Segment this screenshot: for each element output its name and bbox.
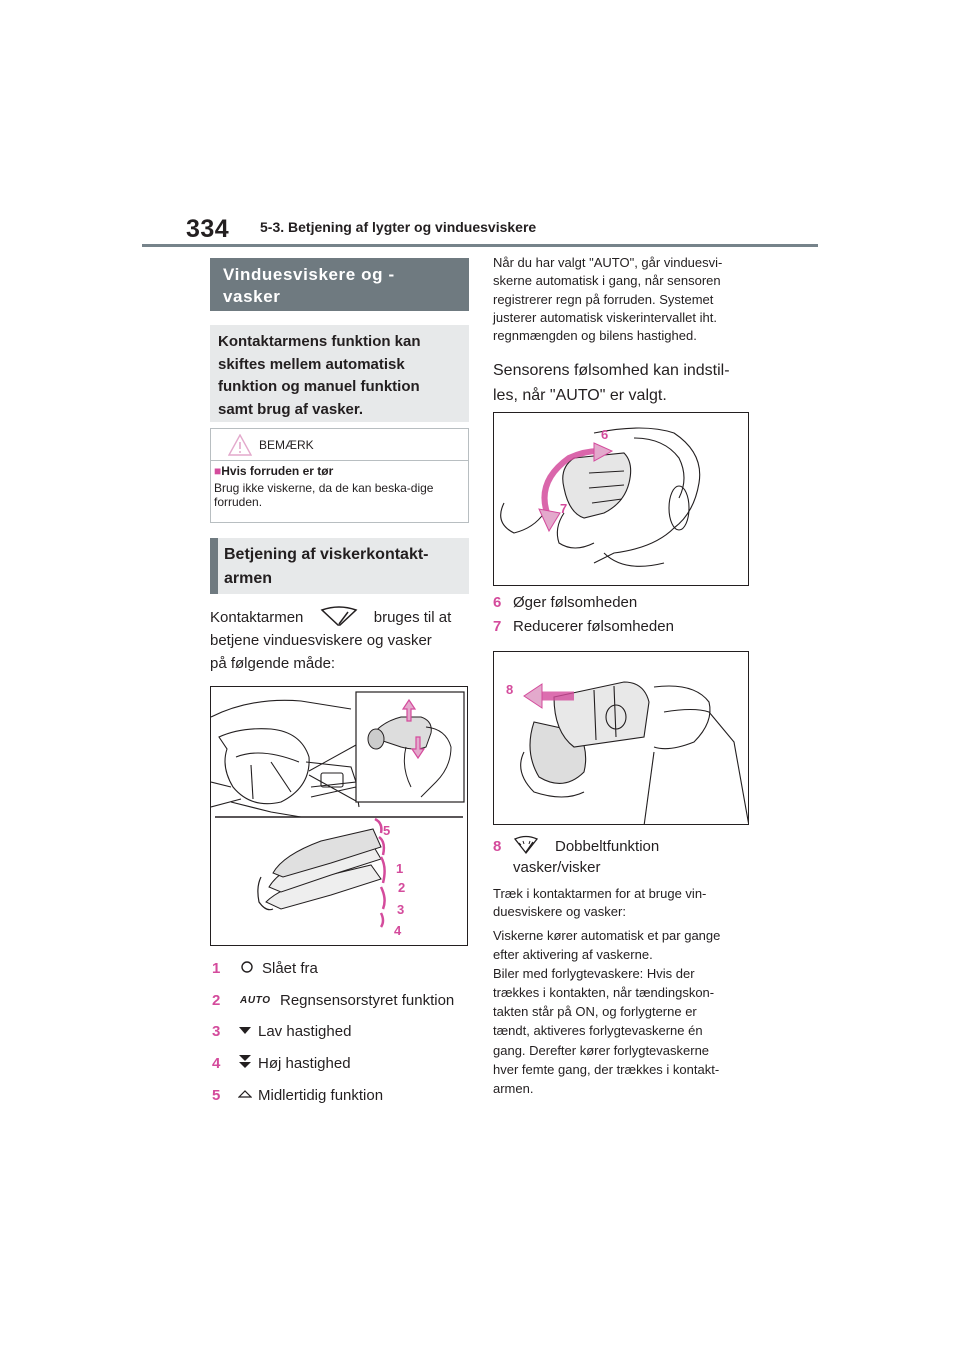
list-item-3-text: Lav hastighed xyxy=(258,1023,352,1040)
auto-paragraph xyxy=(493,254,722,345)
sensitivity-illustration xyxy=(494,413,749,586)
section-title: 5-3. Betjening af lygter og vinduesviskere xyxy=(260,219,537,235)
list-item-2 xyxy=(212,990,454,1011)
pull-paragraph-line: duesviskere og vasker: xyxy=(493,904,626,920)
list-item-4-text: Høj hastighed xyxy=(258,1055,351,1072)
list2-item-6-text: Øger følsomheden xyxy=(513,594,638,611)
callout-3: 3 xyxy=(397,902,405,917)
square-bullet-icon: ■ xyxy=(214,464,222,478)
notice-title: BEMÆRK xyxy=(259,438,314,452)
list-item-2-text: Regnsensorstyret funktion xyxy=(280,992,455,1009)
list-item-1-text: Slået fra xyxy=(262,960,318,977)
washer-icon xyxy=(513,835,539,855)
auto-paragraph-line: skerne automatisk i gang, når sensoren xyxy=(493,273,721,289)
list-item-3-number: 3 xyxy=(212,1023,221,1040)
intro-after: bruges til at xyxy=(373,609,452,626)
washer-paragraph-line: tændt, aktiveres forlygtevaskerne én xyxy=(493,1023,703,1039)
title-box xyxy=(210,258,469,311)
callout-4: 4 xyxy=(394,923,402,938)
callout-5: 5 xyxy=(383,823,391,838)
list-item-5-text: Midlertidig funktion xyxy=(258,1087,384,1104)
wiper-lever-figure xyxy=(210,686,468,946)
washer-figure xyxy=(493,651,749,825)
subsection-stripe xyxy=(210,538,218,594)
summary-box-text: Kontaktarmens funktion kan skiftes mellem automatisk funktion og manuel funktion samt brug af vasker. xyxy=(218,333,421,418)
washer-illustration xyxy=(494,652,749,825)
list2-item-7-number: 7 xyxy=(493,618,502,635)
notice-heading xyxy=(214,464,333,478)
subsection-box-text: Betjening af viskerkontakt-armen xyxy=(224,546,429,587)
subsection-box xyxy=(210,538,469,594)
list2-item-7-text: Reducerer følsomheden xyxy=(513,618,674,635)
list3-item-8 xyxy=(493,835,659,857)
washer-paragraph xyxy=(493,926,720,1098)
auto-paragraph-line: Når du har valgt "AUTO", går vinduesvi- xyxy=(493,255,723,270)
list-item-5-number: 5 xyxy=(212,1087,221,1104)
notice-box xyxy=(210,428,469,523)
list-item-1 xyxy=(212,958,318,979)
wiper-icon xyxy=(318,606,360,628)
warning-triangle-icon xyxy=(228,434,252,456)
single-arrow-down-icon xyxy=(238,1025,252,1035)
washer-paragraph-line: trækkes i kontakten, når tændingskon- xyxy=(493,985,715,1001)
auto-paragraph-line: registrerer regn på forruden. Systemet xyxy=(493,291,714,307)
notice-divider xyxy=(211,460,468,461)
mist-arrow-up-icon xyxy=(238,1089,252,1099)
summary-box xyxy=(210,325,469,422)
list-item-4 xyxy=(212,1053,351,1074)
washer-paragraph-line: armen. xyxy=(493,1080,534,1096)
auto-icon xyxy=(240,993,272,1005)
washer-paragraph-line: efter aktivering af vaskerne. xyxy=(493,947,653,963)
callout-2: 2 xyxy=(398,880,406,895)
callout-6: 6 xyxy=(601,427,609,442)
title-box-text: Vinduesviskere og -vasker xyxy=(223,265,395,306)
wiper-lever-illustration xyxy=(211,687,468,946)
sensitivity-line: Sensorens følsomhed kan indstil- xyxy=(493,362,730,379)
washer-paragraph-line: Biler med forlygtevaskere: Hvis der xyxy=(493,966,695,982)
list3-item-8-text2: vasker/visker xyxy=(513,859,601,876)
double-arrow-down-icon xyxy=(238,1054,252,1070)
intro-before: Kontaktarmen xyxy=(210,609,304,626)
washer-paragraph-line: hver femte gang, der trækkes i kontakt- xyxy=(493,1061,720,1077)
list3-item-8-number: 8 xyxy=(493,838,502,855)
list-item-4-number: 4 xyxy=(212,1055,221,1072)
sensitivity-line: les, når "AUTO" er valgt. xyxy=(493,387,667,404)
list-item-1-number: 1 xyxy=(212,960,221,977)
notice-body: Brug ikke viskerne, da de kan beska-dige forruden. xyxy=(214,481,434,509)
pull-paragraph xyxy=(493,885,706,922)
callout-1: 1 xyxy=(396,861,404,876)
notice-heading-text: Hvis forruden er tør xyxy=(221,464,334,478)
auto-paragraph-line: regnmængden og bilens hastighed. xyxy=(493,328,697,344)
intro-line-1 xyxy=(210,606,451,628)
sensitivity-paragraph xyxy=(493,358,730,408)
page-number: 334 xyxy=(186,215,230,243)
intro-line-3: på følgende måde: xyxy=(210,655,336,672)
callout-8: 8 xyxy=(506,682,514,697)
svg-text:AUTO: AUTO xyxy=(240,995,270,1005)
list3-item-8-text: Dobbeltfunktion xyxy=(555,838,660,855)
list-item-2-number: 2 xyxy=(212,992,221,1009)
off-circle-icon xyxy=(240,960,254,974)
list2-item-6-number: 6 xyxy=(493,594,502,611)
list-item-5 xyxy=(212,1085,383,1106)
list2-item-6 xyxy=(493,592,637,613)
list2-item-7 xyxy=(493,616,674,637)
sensitivity-figure xyxy=(493,412,749,586)
callout-7: 7 xyxy=(560,501,568,516)
washer-paragraph-line: takten står på ON, og forlygterne er xyxy=(493,1004,697,1020)
intro-line-2: betjene vinduesviskere og vasker xyxy=(210,632,432,649)
header-rule xyxy=(142,244,818,247)
washer-paragraph-line: Viskerne kører automatisk et par gange xyxy=(493,928,721,943)
pull-paragraph-line: Træk i kontaktarmen for at bruge vin- xyxy=(493,886,707,901)
washer-paragraph-line: gang. Derefter kører forlygtevaskerne xyxy=(493,1042,710,1058)
auto-paragraph-line: justerer automatisk viskerintervallet iht. xyxy=(493,309,717,325)
list-item-3 xyxy=(212,1021,351,1042)
